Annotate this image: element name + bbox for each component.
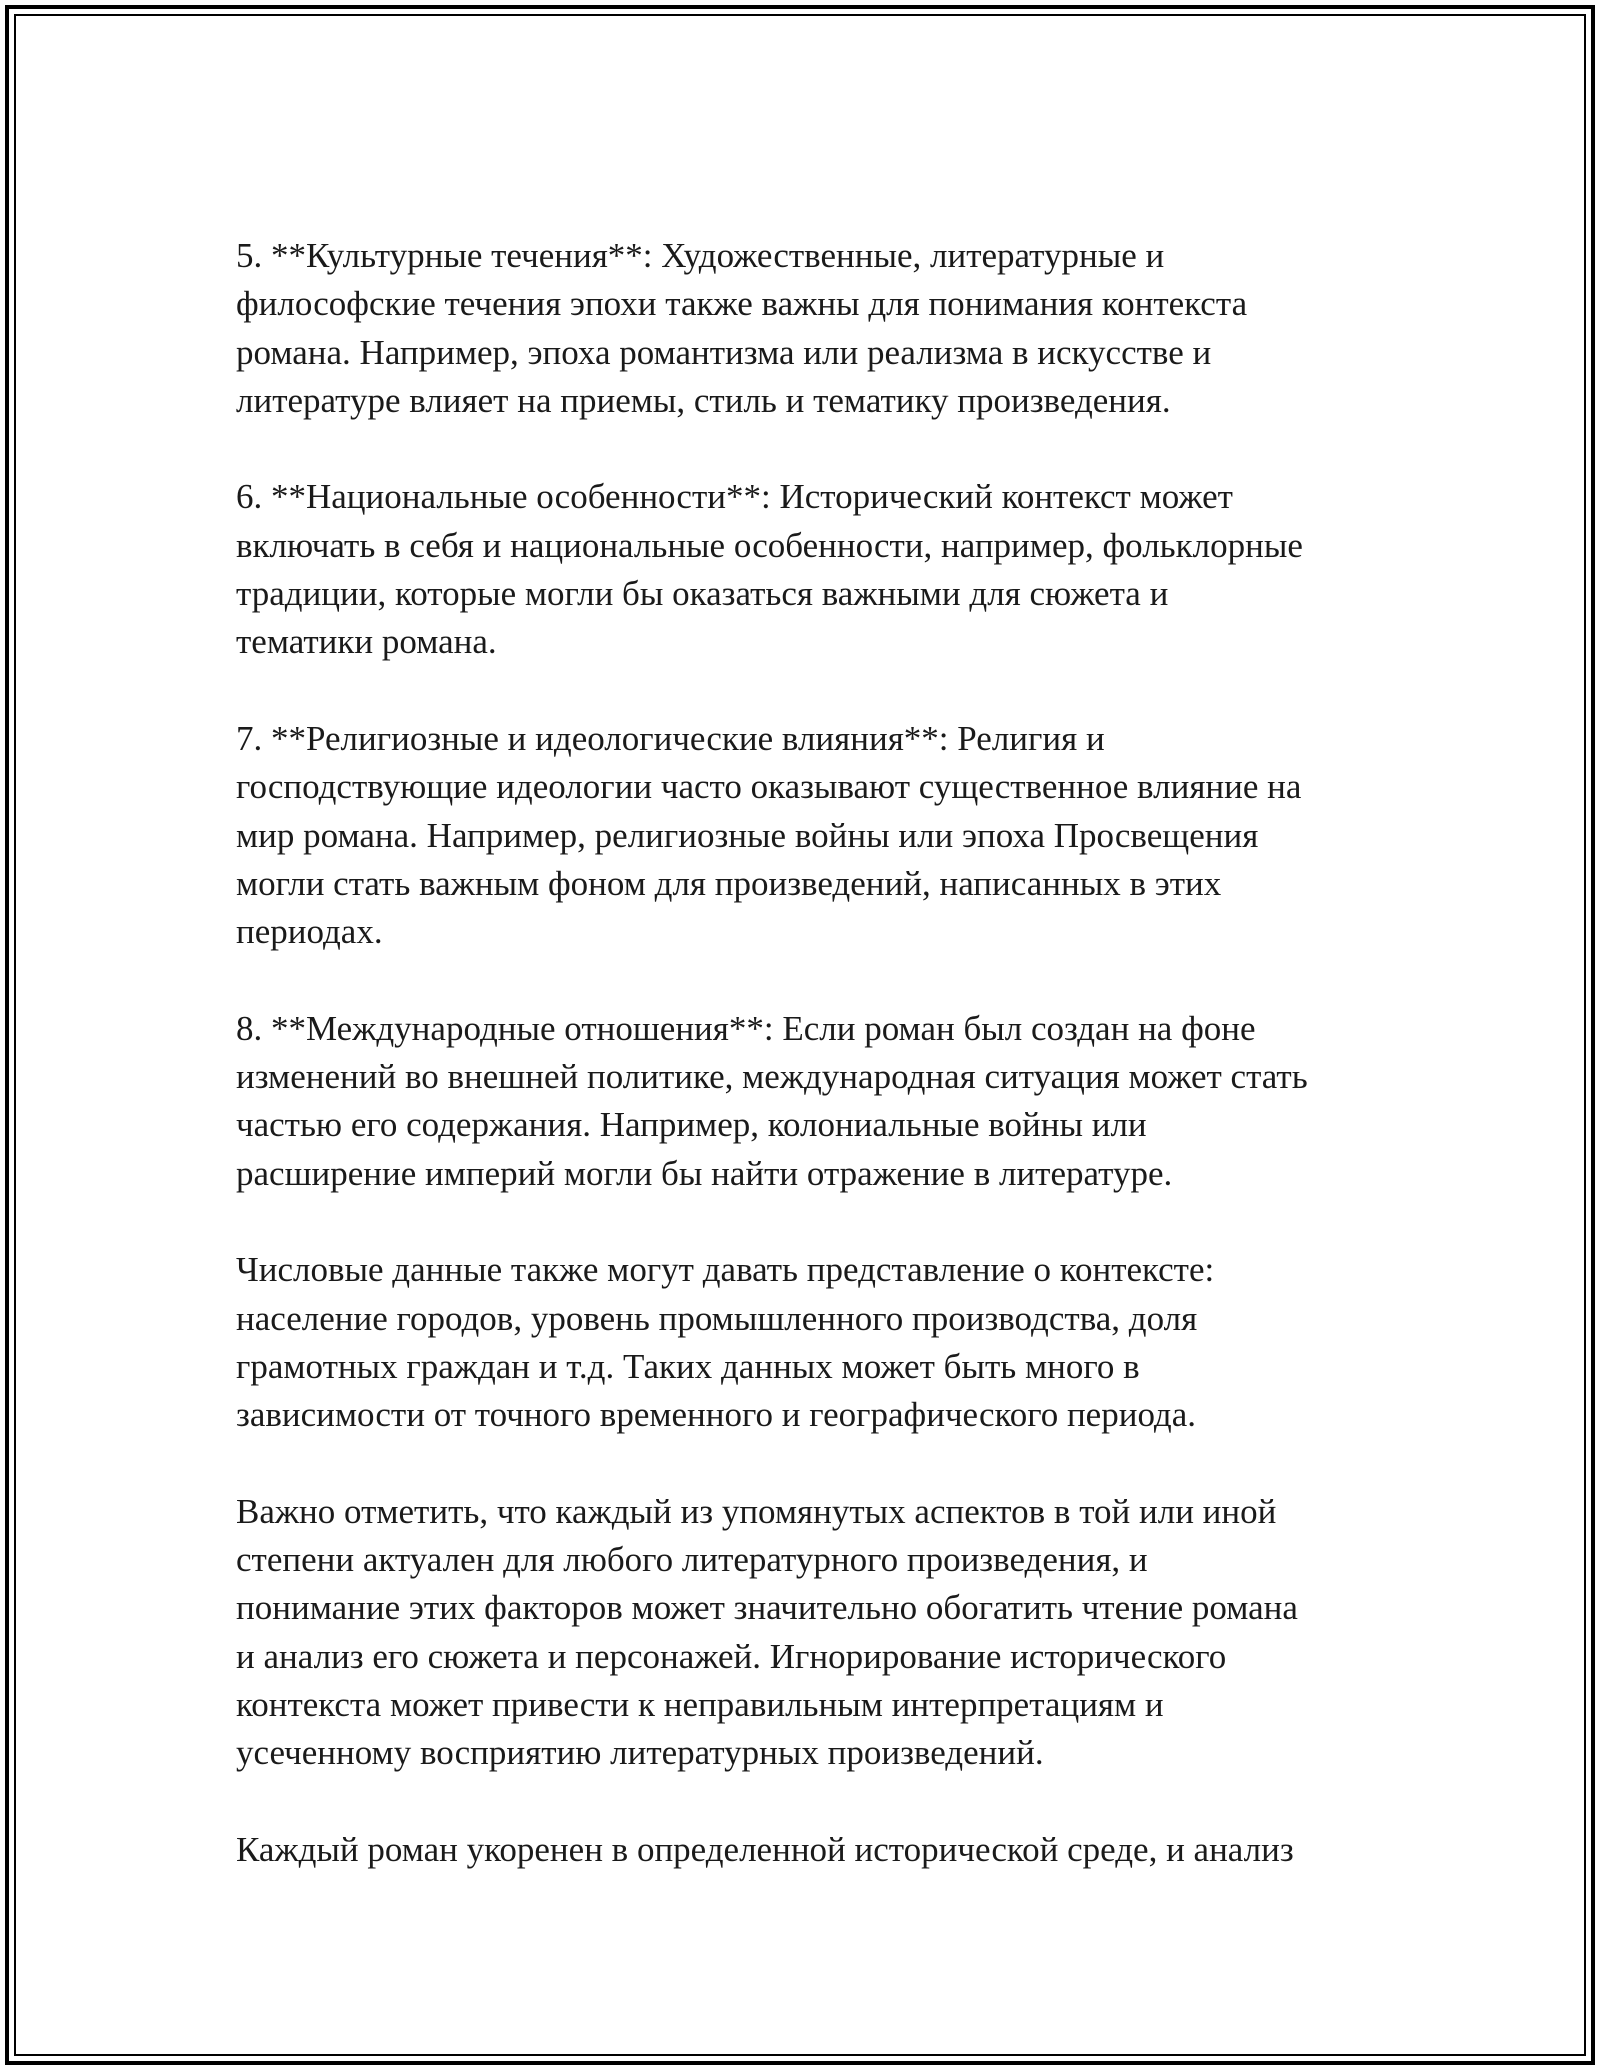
paragraph-national-features: 6. **Национальные особенности**: Исторический контекст может включать в себя и национальные особенности, например, фольклорные традиции, которые могли бы оказаться важными для сюжета и тематики романа. — [236, 477, 1303, 662]
paragraph-cultural-trends: 5. **Культурные течения**: Художественные, литературные и философские течения эпохи также важны для понимания контекста романа. Например, эпоха романтизма или реализма в искусстве и литературе влияет на приемы, стиль и тематику произведения. — [236, 236, 1248, 420]
paragraph-importance-note: Важно отметить, что каждый из упомянутых аспектов в той или иной степени актуален для любого литературного произведения, и понимание этих факторов может значительно обогатить чтение романа и анализ его сюжета и персонажей. Игнорирование исторического контекста может привести к неправильным интерпретациям и усеченному восприятию литературных произведений. — [236, 1491, 1298, 1773]
paragraph-international-relations: 8. **Международные отношения**: Если роман был создан на фоне изменений во внешней политике, международная ситуация может стать частью его содержания. Например, колониальные войны или расширение империй могли бы найти отражение в литературе. — [236, 1008, 1308, 1193]
paragraph-closing-fragment: Каждый роман укоренен в определенной исторической среде, и анализ — [236, 1829, 1294, 1869]
paragraph-religious-influences: 7. **Религиозные и идеологические влияния**: Религия и господствующие идеологии часто оказывают существенное влияние на мир романа. Например, религиозные войны или эпоха Просвещения могли стать важным фоном для произведений, написанных в этих периодах. — [236, 718, 1302, 952]
document-body — [236, 232, 1376, 1922]
paragraph-numerical-data: Числовые данные также могут давать представление о контексте: население городов, уровень промышленного производства, доля грамотных граждан и т.д. Таких данных может быть много в зависимости от точного временного и географического периода. — [236, 1250, 1215, 1435]
